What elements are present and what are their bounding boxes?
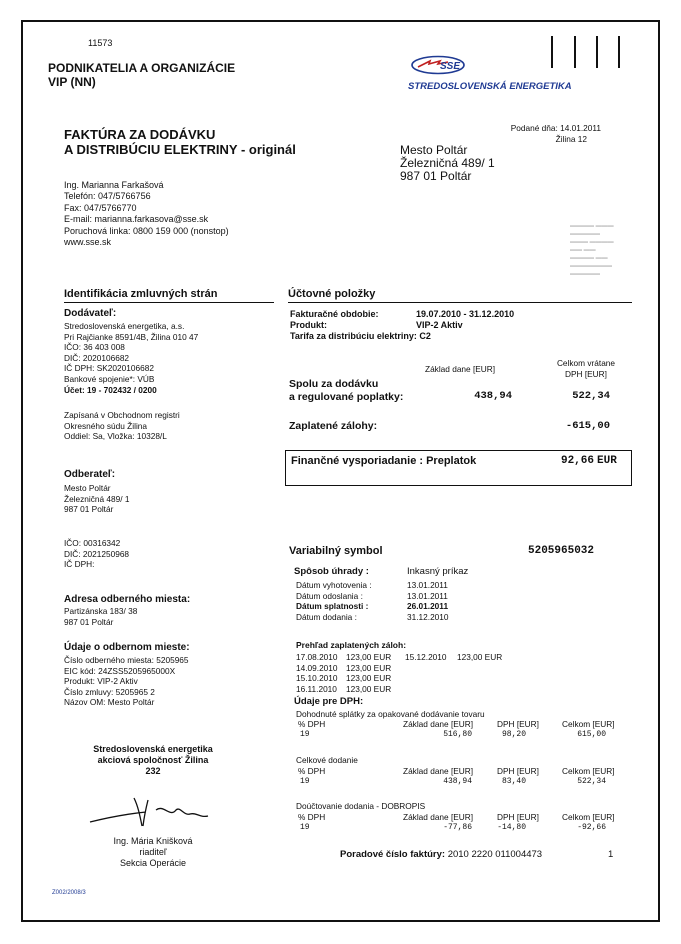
advance-row: 16.11.2010 123,00 EUR [296, 683, 392, 694]
divider [64, 302, 274, 303]
customer-ids: IČO: 00316342 DIČ: 2021250968 IČ DPH: [64, 538, 130, 570]
supply-base: 438,94 [474, 390, 512, 402]
customer-title: Odberateľ: [64, 469, 116, 480]
vat-title: Údaje pre DPH: [294, 696, 364, 707]
col-base-header: Základ dane [EUR] [425, 364, 496, 374]
vat-base: 438,94 [443, 777, 472, 786]
vat-total: 522,34 [577, 777, 606, 786]
client-category: PODNIKATELIA A ORGANIZÁCIE VIP (NN) [48, 61, 236, 89]
vat-col-total: Celkom [EUR] [562, 812, 615, 822]
advance-row: 14.09.2010 123,00 EUR [296, 662, 392, 673]
vat-total: 615,00 [577, 730, 606, 739]
contact-block: Ing. Marianna Farkašová Telefón: 047/5766756 Fax: 047/5766770 E-mail: marianna.farkasova@sse.sk Poruchová linka: 0800 159 000 (nonstop) www.sse.sk [64, 180, 229, 248]
supplier-title: Dodávateľ: [64, 308, 117, 319]
company-stamp: Stredoslovenská energetika akciová spoločnosť Žilina 232 [93, 744, 213, 776]
vat-total: -92,66 [577, 823, 606, 832]
dates-block [296, 580, 449, 622]
page-number: 1 [608, 849, 614, 860]
point-title: Údaje o odbernom mieste: [64, 642, 190, 653]
vat-col-base: Základ dane [EUR] [403, 719, 474, 729]
vat-col-vat: DPH [EUR] [497, 812, 539, 822]
left-section-title: Identifikácia zmluvných strán [64, 288, 218, 300]
footer-code: Z002/2008/3 [52, 890, 86, 896]
vat-rate: 19 [300, 823, 310, 832]
settlement-currency: EUR [597, 455, 617, 467]
vat-rate: 19 [300, 730, 310, 739]
date-row: Dátum odoslania : 13.01.2011 [296, 590, 448, 601]
vat-base: -77,86 [443, 823, 472, 832]
vat-col-vat: DPH [EUR] [497, 766, 539, 776]
vat-col-total: Celkom [EUR] [562, 766, 615, 776]
barcode-bar [618, 36, 620, 68]
vat-col-rate: % DPH [298, 766, 326, 776]
advances-value: -615,00 [565, 420, 610, 432]
vat-col-rate: % DPH [298, 812, 326, 822]
vat-col-rate: % DPH [298, 719, 326, 729]
barcode-bar [551, 36, 553, 68]
settlement-label: Finančné vysporiadanie : Preplatok [291, 455, 477, 467]
vat-block-title: Dohodnuté splátky za opakované dodávanie tovaru [296, 709, 485, 719]
vat-amount: -14,80 [497, 823, 526, 832]
col-total-header: Celkom vrátane DPH [EUR] [556, 358, 616, 379]
right-section-title: Účtovné položky [288, 288, 376, 300]
vat-amount: 83,40 [501, 777, 526, 786]
address-block: Partizánska 183/ 38 987 01 Poltár [64, 606, 138, 627]
company-name: STREDOSLOVENSKÁ ENERGETIKA [408, 81, 572, 92]
advances-list [296, 652, 392, 694]
date-row: Dátum dodania : 31.12.2010 [296, 611, 449, 622]
point-block: Číslo odberného miesta: 5205965 EIC kód: 24ZSS5205965000X Produkt: VIP-2 Aktiv Číslo zmluvy: 5205965 2 Názov OM: Mesto Poltár [64, 655, 189, 708]
advance-row: 17.08.2010 123,00 EUR [296, 652, 392, 662]
customer-block: Mesto Poltár Železničná 489/ 1 987 01 Poltár [64, 483, 130, 515]
barcode-bar [596, 36, 598, 68]
vat-col-total: Celkom [EUR] [562, 719, 615, 729]
supply-label: Spolu za dodávku a regulované poplatky: [289, 378, 404, 403]
divider [288, 302, 632, 303]
payment-value: Inkasný príkaz [407, 566, 469, 577]
submitted-date: Podané dňa: 14.01.2011 Žilina 12 [510, 123, 601, 144]
signatory: Ing. Mária Knišková riaditeľ Sekcia Operácie [113, 836, 193, 868]
address-title: Adresa odberného miesta: [64, 594, 191, 605]
advances-label: Zaplatené zálohy: [289, 420, 378, 432]
vat-rate: 19 [300, 777, 310, 786]
sse-logo [410, 55, 466, 80]
vat-amount: 98,20 [501, 730, 526, 739]
invoice-serial: Poradové číslo faktúry: 2010 2220 011004473 [340, 849, 543, 860]
svg-text:SSE: SSE [440, 61, 461, 72]
date-row: Dátum splatnosti : 26.01.2011 [296, 601, 449, 612]
vat-col-vat: DPH [EUR] [497, 719, 539, 729]
vat-block-title: Doúčtovanie dodania - DOBROPIS [296, 801, 426, 811]
advance-row: 15.12.2010 123,00 EUR [405, 652, 503, 662]
bleed-through-noise: ▬▬▬▬ ▬▬▬ ▬▬▬▬▬ ▬▬▬ ▬▬▬▬ ▬▬ ▬▬ ▬▬▬▬ ▬▬ ▬▬▬▬▬▬▬ ▬▬▬▬▬ [570, 223, 614, 277]
advance-row: 15.10.2010 123,00 EUR [296, 673, 392, 684]
vs-value: 5205965032 [528, 545, 595, 557]
vs-label: Variabilný symbol [289, 545, 383, 557]
payment-label: Spôsob úhrady : [294, 566, 369, 577]
recipient-address: Mesto Poltár Železničná 489/ 1 987 01 Poltár [400, 143, 495, 183]
billing-info: Fakturačné obdobie: 19.07.2010 - 31.12.2010 Produkt: VIP-2 Aktiv Tarifa za distribúciu elektriny: C2 [290, 309, 515, 341]
vat-base: 516,80 [443, 730, 472, 739]
advances-overview-title: Prehľad zaplatených záloh: [296, 640, 407, 650]
settlement-value: 92,66 [560, 455, 594, 467]
doc-number: 11573 [88, 38, 113, 48]
vat-block-title: Celkové dodanie [296, 755, 358, 765]
vat-col-base: Základ dane [EUR] [403, 812, 474, 822]
settlement-box [285, 450, 632, 486]
signature [86, 792, 216, 837]
vat-col-base: Základ dane [EUR] [403, 766, 474, 776]
barcode-bar [574, 36, 576, 68]
registry-block: Zapísaná v Obchodnom registri Okresného súdu Žilina Oddiel: Sa, Vložka: 10328/L [64, 410, 180, 442]
date-row: Dátum vyhotovenia : 13.01.2011 [296, 580, 448, 590]
supplier-block: Stredoslovenská energetika, a.s. Pri Rajčianke 8591/4B, Žilina 010 47 IČO: 36 403 008 DIČ: 2020106682 IČ DPH: SK2020106682 Bankové spojenie*: VÚB Účet: 19 - 702432 / 0200 [64, 321, 199, 395]
invoice-title: FAKTÚRA ZA DODÁVKU A DISTRIBÚCIU ELEKTRINY - originál [64, 127, 296, 157]
sse-logo-mark-icon [410, 55, 466, 75]
supply-total: 522,34 [572, 390, 610, 402]
